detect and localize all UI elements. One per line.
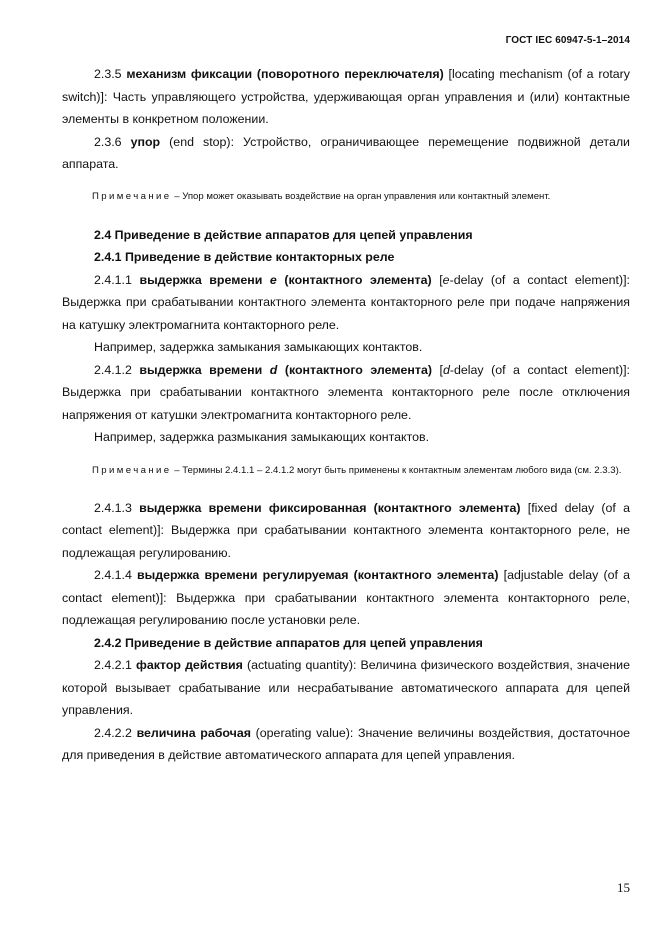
clause-definition: -delay (of a contact element)]: Выдержка при срабатывании контактного элемента контакторного реле после отключения напряжения от катушки электромагнита контакторного реле. (62, 362, 630, 422)
clause-2-4-1-1 (62, 269, 630, 337)
clause-term: выдержка времени регулируемая (контактного элемента) (137, 568, 499, 582)
clause-definition: [locating mechanism (of a rotary switch)]: Часть управляющего устройства, удерживающая орган управления и (или) контактные элементы в конкретном положении. (62, 67, 630, 126)
note-label: Примечание (92, 190, 172, 202)
note-text: – Термины 2.4.1.1 – 2.4.1.2 могут быть применены к контактным элементам любого вида (см. 2.3.3). (171, 464, 622, 476)
clause-number: 2.4.2.2 (94, 725, 137, 740)
clause-term: выдержка времени е (контактного элемента) (139, 272, 432, 287)
clause-definition: (actuating quantity): Величина физического воздействия, значение которой вызывает срабатывание или несрабатывание автоматического аппарата для цепей управления. (62, 658, 630, 717)
clause-2-4-2-1 (62, 654, 630, 722)
clause-number: 2.3.6 (94, 134, 131, 149)
section-heading-2-4-1: 2.4.1 Приведение в действие контакторных реле (94, 250, 395, 264)
clause-definition-open: [ (431, 272, 443, 287)
clause-2-4-1-4 (62, 564, 630, 632)
note-label: Примечание (92, 464, 172, 476)
clause-term: механизм фиксации (поворотного переключателя) (126, 67, 444, 81)
clause-definition-italic: е (442, 272, 450, 287)
clause-2-4-1-3 (62, 497, 630, 565)
clause-term: выдержка времени фиксированная (контактного элемента) (139, 500, 521, 515)
clause-definition: [fixed delay (of a contact element)]: Выдержка при срабатывании контактного элемента контакторного реле, не подлежащая регулированию. (62, 500, 630, 560)
clause-number: 2.4.1.4 (94, 568, 138, 582)
clause-2-4-1-2 (62, 359, 630, 427)
clause-definition: [adjustable delay (of a contact element)]: Выдержка при срабатывании контактного элемента контакторного реле, подлежащая регулированию после установки реле. (62, 568, 630, 627)
clause-term: упор (130, 134, 161, 149)
section-heading-2-4-2: 2.4.2 Приведение в действие аппаратов для цепей управления (94, 635, 483, 650)
note-2 (62, 462, 630, 480)
clause-number: 2.4.1.3 (94, 500, 140, 515)
clause-number: 2.4.1.2 (94, 362, 140, 377)
clause-term: выдержка времени d (контактного элемента) (139, 362, 432, 377)
clause-definition: (end stop): Устройство, ограничивающее перемещение подвижной детали аппарата. (62, 134, 630, 171)
clause-2-3-6 (62, 131, 630, 176)
note-1 (62, 188, 630, 206)
page-number: 15 (617, 880, 630, 895)
clause-term: фактор действия (136, 658, 243, 672)
clause-definition-italic: d (442, 362, 450, 377)
clause-number: 2.4.2.1 (94, 658, 136, 672)
document-header: ГОСТ IEC 60947-5-1–2014 (505, 35, 630, 46)
example-1: Например, задержка замыкания замыкающих контактов. (94, 340, 423, 354)
section-heading-2-4: 2.4 Приведение в действие аппаратов для цепей управления (94, 227, 473, 242)
clause-number: 2.3.5 (94, 67, 127, 81)
document-body (62, 63, 630, 767)
clause-definition: -delay (of a contact element)]: Выдержка при срабатывании контактного элемента контакторного реле при подаче напряжения на катушку электромагнита контакторного реле. (62, 272, 630, 332)
clause-definition-open: [ (431, 362, 443, 377)
clause-2-4-2-2 (62, 722, 630, 767)
clause-number: 2.4.1.1 (94, 272, 140, 287)
clause-term: величина рабочая (136, 725, 251, 740)
note-text: – Упор может оказывать воздействие на орган управления или контактный элемент. (171, 190, 551, 202)
clause-2-3-5 (62, 63, 630, 131)
example-2: Например, задержка размыкания замыкающих контактов. (94, 430, 430, 444)
clause-definition: (operating value): Значение величины воздействия, достаточное для приведения в действие автоматического аппарата для цепей управления. (62, 725, 631, 762)
